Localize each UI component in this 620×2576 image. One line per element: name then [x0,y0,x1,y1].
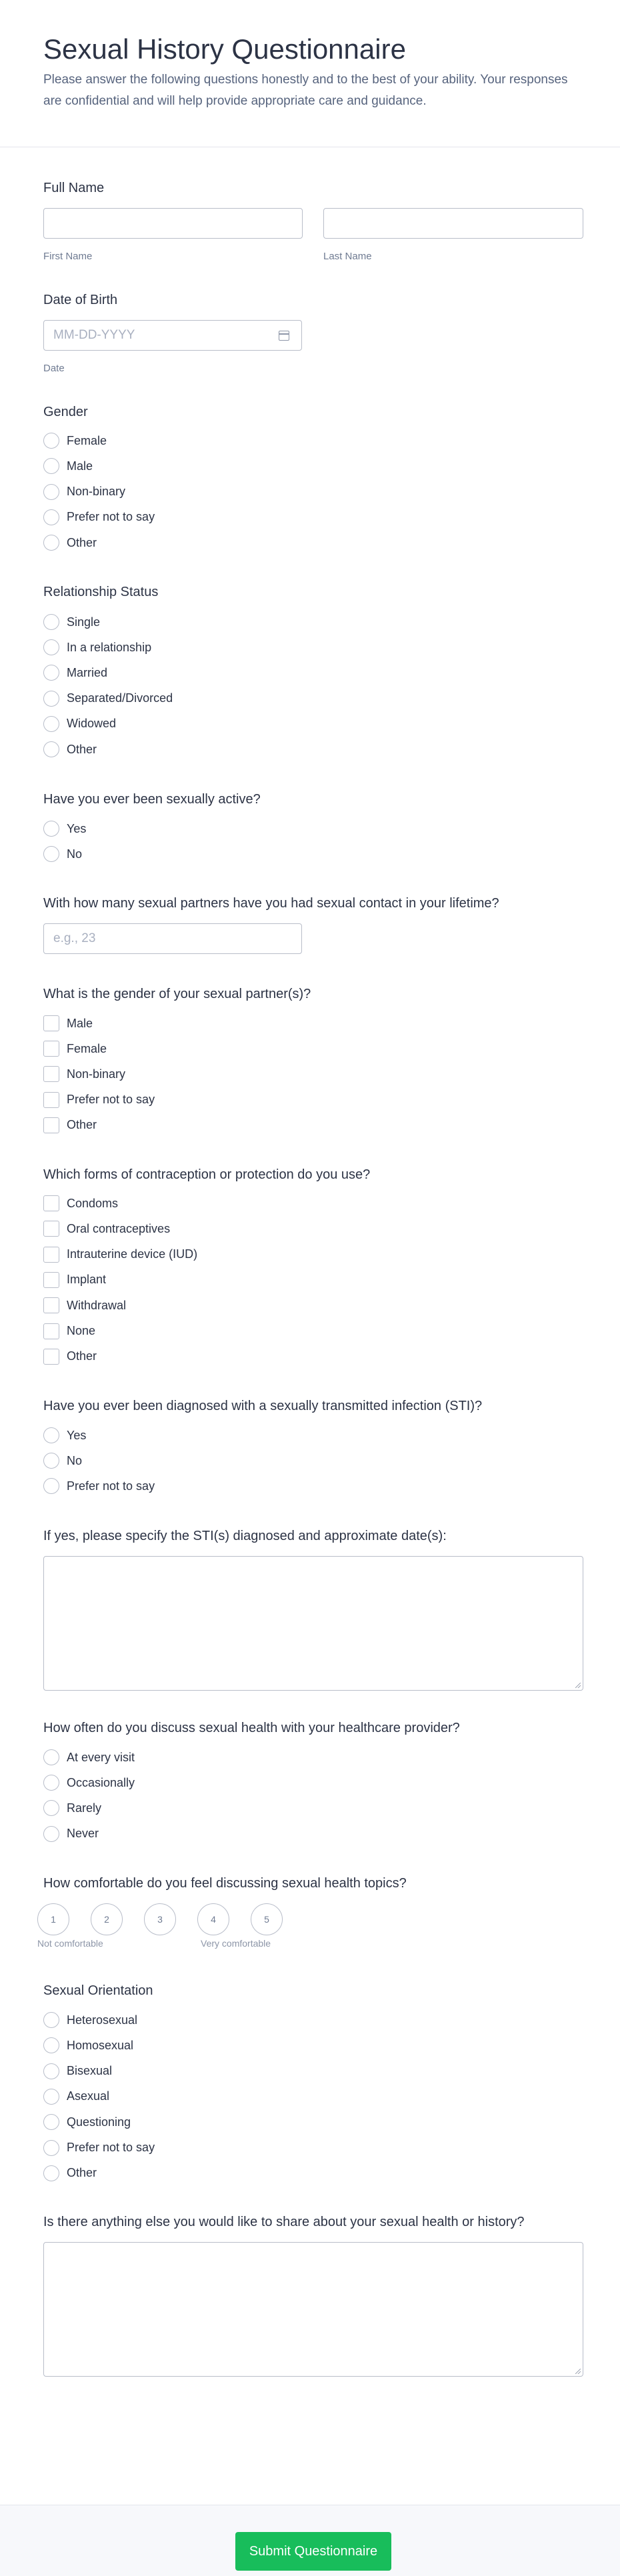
partners-input[interactable] [43,923,302,954]
contraception-option-label: Condoms [67,1196,119,1210]
sexually-active-option-label: Yes [67,821,87,835]
relationship-option-label: Other [67,742,97,756]
orientation-radio[interactable] [43,2089,59,2105]
sti-option-label: Prefer not to say [67,1479,155,1493]
page-title: Sexual History Questionnaire [43,33,406,65]
sti-radio[interactable] [43,1478,59,1494]
sti-label: Have you ever been diagnosed with a sexually transmitted infection (STI)? [43,1399,483,1413]
partner-gender-option[interactable] [43,1040,107,1057]
orientation-label: Sexual Orientation [43,1983,153,1998]
discuss-radio[interactable] [43,1826,59,1842]
orientation-option[interactable] [43,2139,155,2157]
relationship-option-label: Married [67,665,108,679]
contraception-option-label: Intrauterine device (IUD) [67,1247,198,1261]
discuss-option[interactable] [43,1825,99,1843]
sti-details-label: If yes, please specify the STI(s) diagnosed and approximate date(s): [43,1529,447,1543]
partner-gender-checkbox[interactable] [43,1117,59,1133]
comfort-label: How comfortable do you feel discussing sexual health topics? [43,1876,407,1891]
discuss-option-label: Never [67,1827,99,1841]
additional-textarea[interactable] [43,2242,583,2377]
partner-gender-option-label: Other [67,1118,97,1132]
partner-gender-checkbox[interactable] [43,1092,59,1108]
contraception-checkbox[interactable] [43,1195,59,1211]
contraception-option-label: Implant [67,1273,107,1287]
contraception-checkbox[interactable] [43,1247,59,1263]
gender-radio[interactable] [43,458,59,474]
orientation-radio[interactable] [43,2165,59,2181]
relationship-option-label: Widowed [67,717,117,731]
scale-button-5[interactable]: 5 [251,1903,283,1935]
relationship-radio[interactable] [43,614,59,630]
partner-gender-option[interactable] [43,1015,93,1032]
scale-button-3[interactable]: 3 [144,1903,176,1935]
contraception-checkbox[interactable] [43,1323,59,1339]
partners-label: With how many sexual partners have you had sexual contact in your lifetime? [43,896,499,911]
sexually-active-radio[interactable] [43,821,59,837]
sexually-active-option-label: No [67,847,83,861]
partner-gender-checkbox[interactable] [43,1066,59,1082]
sti-option[interactable] [43,1452,82,1469]
resize-handle-icon[interactable] [575,2369,581,2374]
contraception-checkbox[interactable] [43,1297,59,1313]
orientation-option[interactable] [43,2113,131,2131]
relationship-option-label: Single [67,615,101,629]
gender-radio[interactable] [43,433,59,449]
contraception-option-label: Oral contraceptives [67,1221,171,1235]
relationship-radio[interactable] [43,691,59,707]
discuss-option[interactable] [43,1749,135,1766]
orientation-radio[interactable] [43,2037,59,2053]
scale-button-1[interactable]: 1 [37,1903,69,1935]
contraception-option[interactable] [43,1323,95,1340]
submit-button[interactable]: Submit Questionnaire [235,2532,391,2571]
discuss-radio[interactable] [43,1775,59,1791]
contraception-checkbox[interactable] [43,1221,59,1237]
dob-input[interactable] [43,320,302,351]
resize-handle-icon[interactable] [575,1683,581,1688]
sti-option-label: No [67,1453,83,1467]
sexually-active-label: Have you ever been sexually active? [43,792,261,807]
form-header [0,0,620,147]
orientation-option[interactable] [43,2011,137,2029]
orientation-option[interactable] [43,2037,133,2054]
relationship-option[interactable] [43,715,116,733]
gender-radio[interactable] [43,535,59,551]
relationship-radio[interactable] [43,665,59,681]
gender-radio[interactable] [43,484,59,500]
gender-option[interactable] [43,509,155,526]
orientation-radio[interactable] [43,2063,59,2079]
contraception-option[interactable] [43,1246,197,1263]
sexually-active-option[interactable] [43,845,82,863]
gender-option[interactable] [43,534,97,551]
sti-option-label: Yes [67,1428,87,1442]
partner-gender-option[interactable] [43,1117,97,1134]
discuss-radio[interactable] [43,1800,59,1816]
gender-option[interactable] [43,432,107,449]
full-name-label: Full Name [43,181,105,195]
orientation-radio[interactable] [43,2012,59,2028]
orientation-option-label: Heterosexual [67,2013,138,2027]
orientation-option-label: Asexual [67,2089,110,2103]
sti-radio[interactable] [43,1453,59,1469]
contraception-option-label: None [67,1324,96,1337]
relationship-option-label: In a relationship [67,640,152,654]
first-name-input[interactable] [43,208,303,239]
orientation-option-label: Bisexual [67,2064,113,2078]
page-subtitle: Please answer the following questions honestly and to the best of your ability. Your responses are confidential and will help provide appropriate care and guidance. [43,73,568,108]
scale-max-label: Very comfortable [201,1938,271,1949]
dob-label: Date of Birth [43,293,118,307]
contraception-label: Which forms of contraception or protection do you use? [43,1167,371,1182]
contraception-option[interactable] [43,1348,97,1365]
discuss-option[interactable] [43,1799,101,1817]
gender-radio[interactable] [43,509,59,525]
partner-gender-option-label: Male [67,1016,93,1030]
contraception-checkbox[interactable] [43,1272,59,1288]
relationship-radio[interactable] [43,741,59,757]
discuss-radio[interactable] [43,1749,59,1765]
gender-option-label: Male [67,459,93,473]
partner-gender-checkbox[interactable] [43,1015,59,1031]
discuss-label: How often do you discuss sexual health with your healthcare provider? [43,1721,460,1735]
orientation-option[interactable] [43,2088,109,2105]
first-name-sublabel: First Name [43,251,93,262]
partner-gender-option-label: Prefer not to say [67,1093,155,1107]
orientation-option-label: Homosexual [67,2038,134,2052]
relationship-option[interactable] [43,639,151,656]
contraception-checkbox[interactable] [43,1349,59,1365]
sti-details-textarea[interactable] [43,1556,583,1691]
partner-gender-option[interactable] [43,1091,155,1109]
sti-radio[interactable] [43,1427,59,1443]
gender-option-label: Other [67,535,97,549]
dob-sublabel: Date [43,363,65,374]
orientation-option-label: Prefer not to say [67,2141,155,2154]
scale-button-4[interactable]: 4 [197,1903,229,1935]
gender-option-label: Female [67,433,107,447]
contraception-option-label: Withdrawal [67,1298,127,1312]
last-name-sublabel: Last Name [323,251,372,262]
additional-label: Is there anything else you would like to share about your sexual health or history? [43,2215,525,2229]
relationship-option-label: Separated/Divorced [67,691,173,705]
contraception-option[interactable] [43,1195,118,1212]
discuss-option-label: Occasionally [67,1775,135,1789]
relationship-label: Relationship Status [43,585,159,599]
discuss-option-label: Rarely [67,1801,102,1815]
orientation-option-label: Questioning [67,2115,131,2129]
orientation-option[interactable] [43,2063,112,2080]
partner-gender-label: What is the gender of your sexual partner(s)? [43,987,311,1001]
gender-option-label: Non-binary [67,485,126,499]
partner-gender-option-label: Non-binary [67,1067,126,1081]
calendar-icon[interactable] [279,331,289,341]
scale-min-label: Not comfortable [37,1938,103,1949]
relationship-radio[interactable] [43,716,59,732]
gender-label: Gender [43,405,88,419]
contraception-option[interactable] [43,1297,126,1314]
gender-option[interactable] [43,457,93,475]
contraception-option-label: Other [67,1349,97,1363]
gender-option-label: Prefer not to say [67,510,155,524]
contraception-option[interactable] [43,1220,170,1237]
gender-option[interactable] [43,483,125,501]
contraception-option[interactable] [43,1271,106,1289]
orientation-option-label: Other [67,2166,97,2180]
orientation-option[interactable] [43,2165,97,2182]
last-name-input[interactable] [323,208,583,239]
discuss-option-label: At every visit [67,1750,135,1764]
relationship-radio[interactable] [43,639,59,655]
sexually-active-radio[interactable] [43,846,59,862]
orientation-radio[interactable] [43,2140,59,2156]
relationship-option[interactable] [43,741,97,758]
discuss-option[interactable] [43,1774,135,1791]
orientation-radio[interactable] [43,2114,59,2130]
partner-gender-option[interactable] [43,1065,125,1083]
relationship-option[interactable] [43,664,107,681]
sti-option[interactable] [43,1477,155,1495]
sti-option[interactable] [43,1427,86,1444]
relationship-option[interactable] [43,690,173,707]
partner-gender-option-label: Female [67,1041,107,1055]
relationship-option[interactable] [43,613,100,631]
partner-gender-checkbox[interactable] [43,1041,59,1057]
scale-button-2[interactable]: 2 [91,1903,123,1935]
sexually-active-option[interactable] [43,820,86,837]
